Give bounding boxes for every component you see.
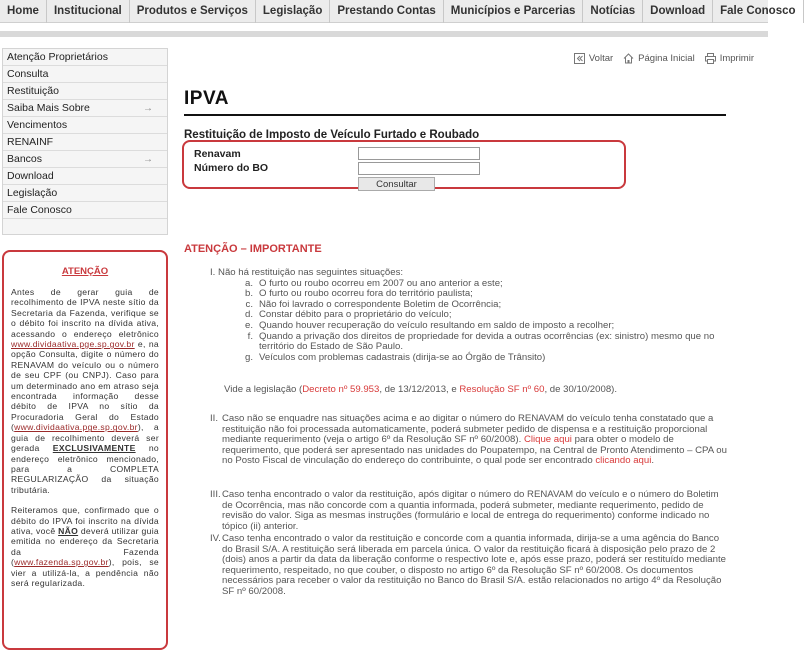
text: Reiteramos que, confirmado que o débito do IPVA foi inscrito na dívida ativa, você xyxy=(11,505,159,536)
list-text: Veículos com problemas cadastrais (dirija-se ao Órgão de Trânsito) xyxy=(259,351,546,363)
sidebar-item-consulta[interactable] xyxy=(3,66,167,83)
page-title: IPVA xyxy=(184,88,229,109)
sidebar-spacer xyxy=(3,219,167,234)
section-number: III. xyxy=(210,489,221,500)
sidebar-item-vencimentos[interactable] xyxy=(3,117,167,134)
sidebar-item-label: Legislação xyxy=(7,187,58,199)
nav-fale-conosco[interactable]: Fale Conosco xyxy=(713,0,803,23)
home-icon xyxy=(623,53,634,64)
sidebar-item-saiba-mais[interactable] xyxy=(3,100,167,117)
list-item xyxy=(244,351,718,364)
sidebar-item-label: Fale Conosco xyxy=(7,204,72,216)
list-marker: f. xyxy=(247,330,253,342)
back-label: Voltar xyxy=(588,53,614,64)
sidebar-item-renainf[interactable] xyxy=(3,134,167,151)
main-content xyxy=(184,88,744,597)
bo-label: Número do BO xyxy=(194,162,269,174)
decreto-link[interactable]: Decreto nº 59.953 xyxy=(302,384,380,395)
back-link[interactable] xyxy=(574,53,613,64)
sidebar-item-label: Bancos xyxy=(7,153,43,165)
section-number: II. xyxy=(210,413,218,424)
renavam-label: Renavam xyxy=(194,148,241,160)
legislation-reference xyxy=(224,385,617,396)
list-marker: e. xyxy=(244,319,253,331)
divida-ativa-link-2[interactable]: www.dividaativa.pge.sp.gov.br xyxy=(14,422,138,433)
text: e, na opção Consulta, digite o número do RENAVAM do veículo ou o número de seu CPF (ou CNPJ). Caso para um determinado ano em atraso seja encontrada informação desse débito de IPVA no sítio da Procuradoria Geral do Estado ( xyxy=(11,339,159,433)
sidebar-item-label: Atenção Proprietários xyxy=(7,51,108,63)
search-form xyxy=(182,140,626,189)
back-icon xyxy=(574,53,585,64)
bo-input[interactable] xyxy=(358,162,480,175)
sidebar-item-fale-conosco[interactable] xyxy=(3,202,167,219)
section-number: IV. xyxy=(210,533,221,544)
resolucao-link[interactable]: Resolução SF nº 60 xyxy=(459,384,545,395)
sidebar-item-label: Saiba Mais Sobre xyxy=(7,102,90,114)
list-text: O furto ou roubo ocorreu em 2007 ou ano anterior a este; xyxy=(259,277,503,289)
nav-produtos-servicos[interactable]: Produtos e Serviços xyxy=(130,0,256,23)
sidebar-menu xyxy=(2,48,168,235)
nav-noticias[interactable]: Notícias xyxy=(583,0,643,23)
text: Vide a legislação ( xyxy=(224,384,303,395)
nav-home[interactable]: Home xyxy=(0,0,47,23)
text: . xyxy=(651,455,655,467)
consultar-button[interactable]: Consultar xyxy=(358,177,435,191)
home-label: Página Inicial xyxy=(638,53,695,64)
sidebar xyxy=(2,48,168,235)
title-divider xyxy=(184,114,726,116)
header-divider xyxy=(0,31,768,37)
list-marker: b. xyxy=(244,288,253,300)
attention-heading: ATENÇÃO – IMPORTANTE xyxy=(184,243,322,255)
text: para obter o modelo de requerimento, que poderá ser apresentado nas unidades do Poupatempo, na Central de Pronto Atendimento – CPA ou no Posto Fiscal de vinculação do endereço do contribuinte, o qual pode ser encontrado xyxy=(222,434,727,467)
list-marker: a. xyxy=(244,277,253,289)
print-link[interactable] xyxy=(705,53,754,64)
attention-box-title: ATENÇÃO xyxy=(61,266,109,277)
exception-list xyxy=(244,277,718,364)
home-link[interactable] xyxy=(623,53,695,64)
attention-box-paragraph-2 xyxy=(11,505,159,588)
attention-box-paragraph-1 xyxy=(11,287,159,495)
list-text: Constar débito para o proprietário do veículo; xyxy=(259,309,452,321)
fazenda-link[interactable]: www.fazenda.sp.gov.br xyxy=(14,557,109,568)
section-number: I. xyxy=(210,267,216,278)
text: ), a guia de recolhimento deverá ser gerada xyxy=(11,422,159,454)
arrow-right-icon: → xyxy=(143,154,153,165)
list-marker: d. xyxy=(244,309,253,321)
sidebar-item-atencao-proprietarios[interactable] xyxy=(3,49,167,66)
renavam-input[interactable] xyxy=(358,147,480,160)
posto-fiscal-link[interactable]: clicando aqui xyxy=(595,455,652,467)
arrow-right-icon: → xyxy=(143,103,153,114)
sidebar-item-download[interactable] xyxy=(3,168,167,185)
section-text: Não há restituição nas seguintes situações: xyxy=(218,267,404,278)
print-label: Imprimir xyxy=(719,53,754,64)
utility-links xyxy=(574,53,754,64)
sidebar-item-label: Download xyxy=(7,170,54,182)
emphasis: EXCLUSIVAMENTE xyxy=(52,443,136,454)
text: Caso não se enquadre nas situações acima e ao digitar o número do RENAVAM do veículo tenha constatado que a restituição não foi processada automaticamente, poderá submeter pedido de dispensa e a restituição proporcional mediante requerimento (veja o artigo 6º da Resolução SF nº 60/2008). xyxy=(222,413,714,446)
sidebar-item-restituicao[interactable] xyxy=(3,83,167,100)
page-subtitle: Restituição de Imposto de Veículo Furtado e Roubado xyxy=(184,129,480,141)
text: , de 13/12/2013, e xyxy=(379,384,460,395)
section-text: Caso tenha encontrado o valor da restituição e concorde com a quantia informada, dirija-se a uma agência do Banco do Brasil S/A. A restituição será liberada em parcela única. O valor da restituição ficará à disposição pelo prazo de 2 (dois) anos a partir da data da liberação conforme o respectivo lote e, após esse prazo, poderá ser restituído mediante requerimento, respeitado, no que couber, o disposto no artigo 6º da Resolução SF nº 60/2008. Os documentos necessários para receber o valor da restituição no Banco do Brasil S/A. estão relacionados no artigo 4º da Resolução SF nº 60/2008. xyxy=(222,533,726,597)
text: , de 30/10/2008). xyxy=(544,384,618,395)
sidebar-item-bancos[interactable] xyxy=(3,151,167,168)
text: Antes de gerar guia de recolhimento de IPVA neste sítio da Secretaria da Fazenda, verifique se o débito foi inscrito na dívida ativa, acessando o endereço eletrônico xyxy=(11,287,159,339)
list-marker: c. xyxy=(245,298,253,310)
section-text: Caso tenha encontrado o valor da restituição, após digitar o número do RENAVAM do veículo e o número do Boletim de Ocorrência, mas não concorde com a quantia informada, poderá submeter, mediante requerimento, pedido de revisão do valor. Siga as mesmas instruções (formulário e local de entrega do requerimento) conforme indicado no tópico (ii) anterior. xyxy=(222,489,719,532)
list-marker: g. xyxy=(244,351,253,363)
nav-municipios-parcerias[interactable]: Municípios e Parcerias xyxy=(444,0,584,23)
nav-legislacao[interactable]: Legislação xyxy=(256,0,330,23)
sidebar-item-label: Consulta xyxy=(7,68,49,80)
sidebar-item-label: Vencimentos xyxy=(7,119,68,131)
list-item xyxy=(248,332,718,353)
text: deverá utilizar guia emitida no endereço da Secretaria da Fazenda ( xyxy=(11,525,159,568)
sidebar-item-legislacao[interactable] xyxy=(3,185,167,202)
top-navigation xyxy=(0,0,796,23)
modelo-requerimento-link[interactable]: Clique aqui xyxy=(523,434,572,446)
nav-institucional[interactable]: Institucional xyxy=(47,0,130,23)
nav-download[interactable]: Download xyxy=(643,0,713,23)
section-text xyxy=(222,414,730,467)
list-text: Quando houver recuperação do veículo resultando em saldo de imposto a recolher; xyxy=(259,319,615,331)
text: ), pois, se vier a utilizá-la, a pendência não será regularizada. xyxy=(11,557,159,588)
attention-box xyxy=(2,250,168,650)
printer-icon xyxy=(705,53,716,64)
emphasis: NÃO xyxy=(58,525,79,536)
sidebar-item-label: Restituição xyxy=(7,85,59,97)
list-text: O furto ou roubo ocorreu fora do território paulista; xyxy=(259,288,473,300)
list-text: Não foi lavrado o correspondente Boletim de Ocorrência; xyxy=(259,298,502,310)
text: no endereço eletrônico mencionado, para a COMPLETA REGULARIZAÇÃO da situação tributária. xyxy=(11,443,159,495)
nav-prestando-contas[interactable]: Prestando Contas xyxy=(330,0,443,23)
sidebar-item-label: RENAINF xyxy=(7,136,54,148)
list-text: Quando a privação dos direitos de propriedade for devida a outras ocorrências (ex: sinistro) mesmo que no território do Estado de São Paulo. xyxy=(259,330,715,353)
divida-ativa-link[interactable]: www.dividaativa.pge.sp.gov.br xyxy=(11,339,135,350)
